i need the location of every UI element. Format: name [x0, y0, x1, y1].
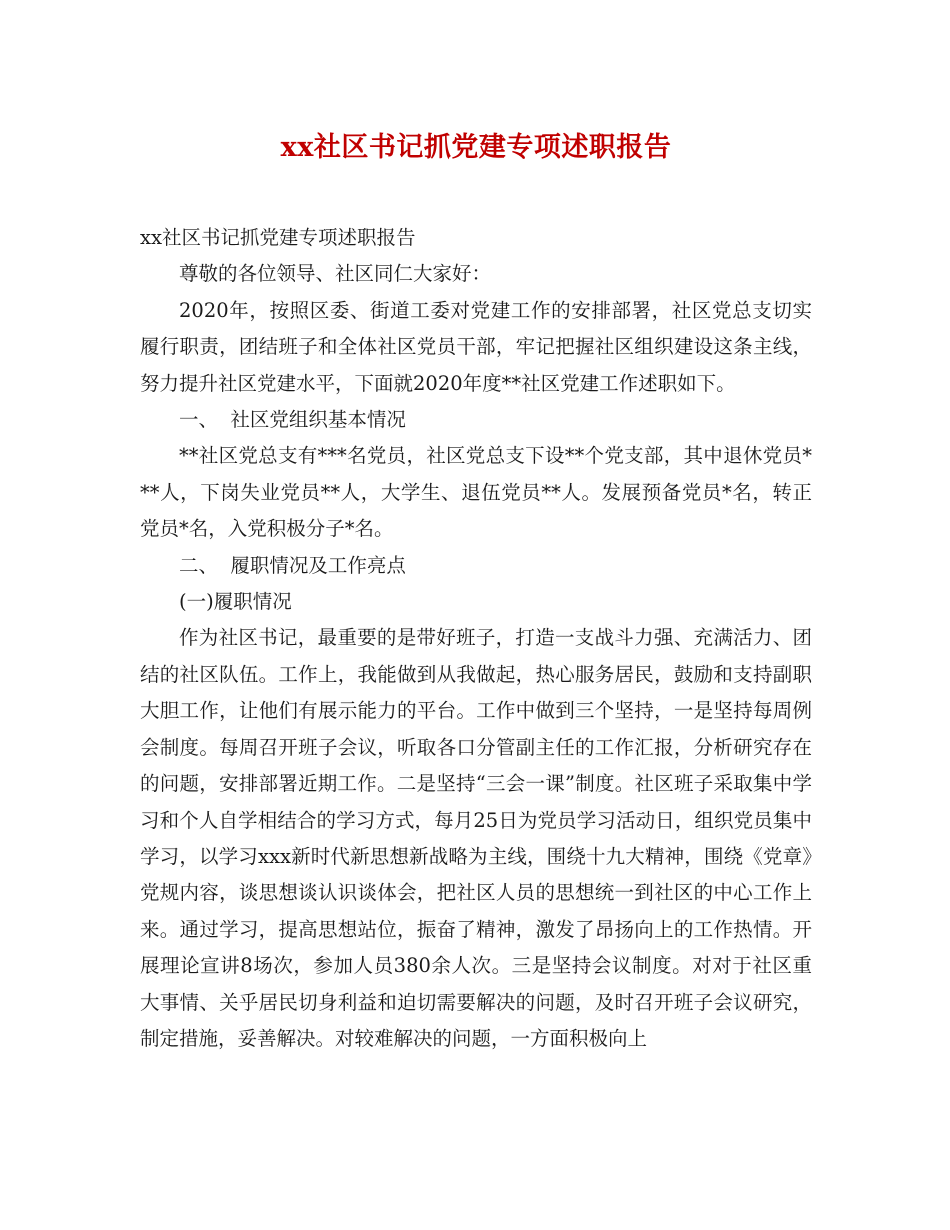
document-body: [140, 220, 812, 1057]
section-heading-1: 一、 社区党组织基本情况: [179, 408, 406, 432]
subtitle-line: xx社区书记抓党建专项述职报告: [140, 226, 416, 249]
greeting-paragraph: 尊敬的各位领导、社区同仁大家好：: [179, 262, 492, 286]
subsection-1-paragraph: 作为社区书记，最重要的是带好班子，打造一支战斗力强、充满活力、团结的社区队伍。工作上，我能做到从我做起，热心服务居民，鼓励和支持副职大胆工作，让他们有展示能力的平台。工作中做到三个坚持，一是坚持每周例会制度。每周召开班子会议，听取各口分管副主任的工作汇报，分析研究存在的问题，安排部署近期工作。二是坚持“三会一课”制度。社区班子采取集中学习和个人自学相结合的学习方式，每月25日为党员学习活动日，组织党员集中学习，以学习xxx新时代新思想新战略为主线，围绕十九大精神，围绕《党章》党规内容，谈思想谈认识谈体会，把社区人员的思想统一到社区的中心工作上来。通过学习，提高思想站位，振奋了精神，激发了昂扬向上的工作热情。开展理论宣讲8场次，参加人员380余人次。三是坚持会议制度。对对于社区重大事情、关乎居民切身利益和迫切需要解决的问题，及时召开班子会议研究，制定措施，妥善解决。对较难解决的问题，一方面积极向上: [140, 626, 812, 1050]
section-1-paragraph: **社区党总支有***名党员，社区党总支下设**个党支部，其中退休党员***人，下岗失业党员**人，大学生、退伍党员**人。发展预备党员*名，转正党员*名，入党积极分子*名。: [140, 444, 812, 541]
section-heading-2: 二、 履职情况及工作亮点: [179, 553, 406, 577]
document-title: xx社区书记抓党建专项述职报告: [280, 132, 672, 163]
subsection-heading-1: (一)履职情况: [179, 590, 292, 614]
intro-paragraph: 2020年，按照区委、街道工委对党建工作的安排部署，社区党总支切实履行职责，团结班子和全体社区党员干部，牢记把握社区组织建设这条主线，努力提升社区党建水平，下面就2020年度**社区党建工作述职如下。: [140, 298, 812, 395]
